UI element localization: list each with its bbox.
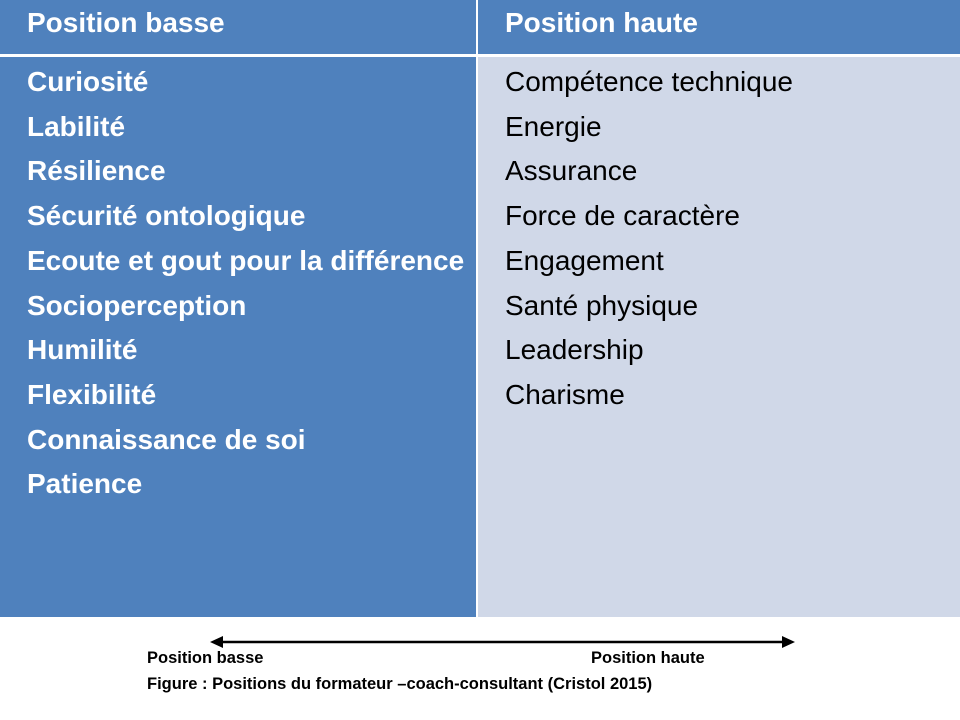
list-item: Compétence technique: [505, 66, 793, 97]
list-item: Humilité: [27, 334, 138, 366]
list-item: Engagement: [505, 244, 664, 276]
list-position-haute: [505, 60, 945, 418]
list-item: Curiosité: [27, 66, 149, 97]
column-position-basse: [0, 57, 476, 617]
list-item: Ecoute et gout pour la différence: [27, 244, 465, 276]
header-left-label: Position basse: [27, 7, 225, 38]
axis-label-high: Position haute: [591, 649, 705, 667]
list-item: Labilité: [27, 110, 126, 142]
list-item: Sécurité ontologique: [27, 200, 306, 232]
figure-caption: Figure : Positions du formateur –coach-consultant (Cristol 2015): [147, 675, 653, 693]
list-item: Patience: [27, 468, 143, 500]
list-item: Socioperception: [27, 289, 247, 321]
double-arrow-icon: [210, 634, 795, 650]
list-position-basse: [8, 60, 470, 507]
header-right-label: Position haute: [505, 7, 698, 38]
column-position-haute: [478, 57, 960, 617]
list-item: Leadership: [505, 334, 644, 366]
list-item: Energie: [505, 110, 602, 142]
list-item: Connaissance de soi: [27, 423, 306, 455]
list-item: Force de caractère: [505, 200, 740, 232]
header-position-basse: [0, 0, 476, 54]
axis-label-low: Position basse: [147, 649, 264, 667]
header-position-haute: [478, 0, 960, 54]
list-item: Flexibilité: [27, 378, 157, 410]
list-item: Charisme: [505, 378, 625, 410]
list-item: Résilience: [27, 155, 166, 187]
list-item: Santé physique: [505, 289, 699, 321]
list-item: Assurance: [505, 155, 638, 187]
